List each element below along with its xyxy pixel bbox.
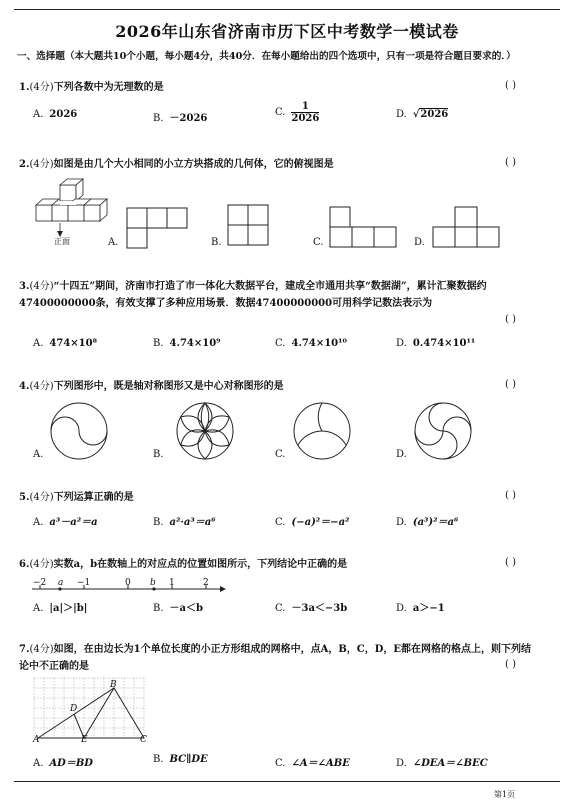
question-7: 7.(4分)如图，在由边长为1个单位长度的小正方形组成的网格中，点A，B，C，D，E都在网格的格点上，则下列结论中不正确的是 bbox=[19, 644, 532, 672]
option-b[interactable]: B. －2026 bbox=[153, 113, 208, 124]
axis-label-0: 0 bbox=[125, 578, 131, 588]
option-d[interactable]: D. 0.474×10¹¹ bbox=[396, 338, 476, 349]
question-3: 3.(4分)“十四五”期间，济南市打造了市一体化大数据平台，建成全市通用共享“数据湖”，累计汇聚数据约47400000000条，有效支撑了多种应用场景．数据47400000000可用科学记数法表示为 bbox=[19, 281, 487, 309]
option-c[interactable]: C. bbox=[275, 449, 286, 460]
option-c[interactable]: C. $\frac{1}{2026}$ bbox=[275, 101, 320, 124]
option-d[interactable]: D. √2026 bbox=[396, 109, 449, 120]
question-number: 1. bbox=[19, 82, 30, 93]
axis-label-1: 1 bbox=[169, 578, 175, 588]
option-c[interactable]: C. －3a＜−3b bbox=[275, 603, 348, 614]
option-a[interactable]: A. AD＝BD bbox=[33, 758, 93, 769]
flower-figure bbox=[176, 402, 234, 460]
point-label-c: C bbox=[140, 735, 147, 745]
option-b[interactable]: B. bbox=[153, 449, 164, 460]
option-a[interactable]: A. a³－a²＝a bbox=[33, 517, 98, 528]
answer-paren: ( ) bbox=[505, 659, 516, 670]
answer-paren: ( ) bbox=[505, 490, 516, 501]
answer-paren: ( ) bbox=[505, 379, 516, 390]
option-b[interactable]: B. 4.74×10⁹ bbox=[153, 338, 221, 349]
cube-solid-figure bbox=[32, 175, 112, 245]
axis-label-a: a bbox=[58, 578, 64, 588]
option-c[interactable]: C. bbox=[313, 237, 324, 248]
trefoil-figure bbox=[293, 402, 351, 460]
top-rule bbox=[14, 9, 560, 10]
option-d[interactable]: D. bbox=[396, 449, 407, 460]
answer-paren: ( ) bbox=[505, 80, 516, 91]
option-b[interactable]: B. BC∥DE bbox=[153, 754, 208, 765]
point-label-d: D bbox=[70, 704, 78, 714]
point-label-b: B bbox=[110, 680, 117, 690]
sqrt-sign: √ bbox=[412, 109, 420, 120]
option-c[interactable]: C. 4.74×10¹⁰ bbox=[275, 338, 347, 349]
axis-label-b: b bbox=[150, 578, 156, 588]
option-d[interactable]: D. bbox=[414, 237, 425, 248]
top-view-d bbox=[433, 207, 503, 251]
question-4: 4.(4分)下列图形中，既是轴对称图形又是中心对称图形的是 bbox=[19, 381, 284, 392]
option-c[interactable]: C. (−a)²＝−a² bbox=[275, 517, 350, 528]
option-b[interactable]: B. －a＜b bbox=[153, 603, 204, 614]
option-a[interactable]: A. 2026 bbox=[33, 109, 78, 120]
option-a[interactable]: A. bbox=[108, 237, 119, 248]
question-6: 6.(4分)实数a，b在数轴上的对应点的位置如图所示，下列结论中正确的是 bbox=[19, 559, 348, 570]
yin-yang-figure bbox=[50, 402, 108, 460]
answer-paren: ( ) bbox=[505, 314, 516, 325]
page-number: 第1页 bbox=[494, 790, 516, 799]
question-5: 5.(4分)下列运算正确的是 bbox=[19, 492, 134, 503]
option-b[interactable]: B. bbox=[211, 237, 222, 248]
option-d[interactable]: D. ∠DEA＝∠BEC bbox=[396, 758, 488, 769]
option-d[interactable]: D. (a³)²＝a⁶ bbox=[396, 517, 459, 528]
answer-paren: ( ) bbox=[505, 157, 516, 168]
front-label: 正面 bbox=[54, 237, 70, 246]
section-heading: 一、选择题（本大题共10个小题，每小题4分，共40分．在每小题给出的四个选项中，只有一项是符合题目要求的．） bbox=[17, 51, 516, 62]
pinwheel-figure bbox=[414, 402, 472, 460]
top-view-b bbox=[228, 205, 272, 249]
top-view-a bbox=[127, 208, 187, 252]
question-2: 2.(4分)如图是由几个大小相同的小立方块搭成的几何体，它的俯视图是 bbox=[19, 159, 334, 170]
option-a[interactable]: A. 474×10⁸ bbox=[33, 338, 97, 349]
option-a[interactable]: A. |a|＞|b| bbox=[33, 603, 88, 614]
axis-label-2: 2 bbox=[203, 578, 209, 588]
question-1: 1.(4分)下列各数中为无理数的是 bbox=[19, 82, 164, 93]
page-title: 2026年山东省济南市历下区中考数学一模试卷 bbox=[115, 22, 459, 41]
top-view-c bbox=[330, 207, 400, 251]
answer-paren: ( ) bbox=[505, 557, 516, 568]
bottom-rule bbox=[14, 781, 560, 782]
axis-label-neg1: −1 bbox=[77, 578, 91, 588]
axis-label-neg2: −2 bbox=[33, 578, 47, 588]
option-b[interactable]: B. a²·a³＝a⁶ bbox=[153, 517, 216, 528]
point-label-e: E bbox=[81, 735, 88, 745]
option-c[interactable]: C. ∠A＝∠ABE bbox=[275, 758, 350, 769]
option-d[interactable]: D. a＞−1 bbox=[396, 603, 445, 614]
point-label-a: A bbox=[33, 735, 40, 745]
option-a[interactable]: A. bbox=[33, 449, 44, 460]
grid-figure bbox=[34, 678, 146, 744]
fraction: $\frac{1}{2026}$ bbox=[291, 101, 320, 124]
